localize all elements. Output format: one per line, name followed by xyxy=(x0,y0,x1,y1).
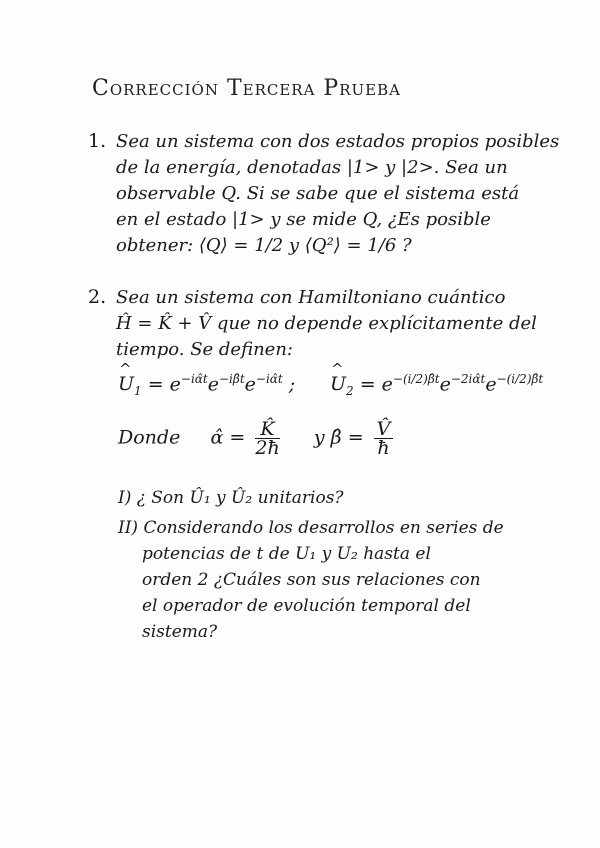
problem-1-number: 1. xyxy=(88,130,107,152)
alpha-fraction xyxy=(255,420,279,457)
problem-2-line: Sea un sistema con Hamiltoniano cuántico xyxy=(116,287,506,308)
u1-definition: ^ $U_1 = e^{-i\alphât}e^{-i\betât}e^{-i\alphât}$ ; xyxy=(118,372,295,398)
u2-definition: ^ $U_2 = e^{-(i/2)\betât}e^{-2i\alphât}e^{-(i/2)\betât}$ xyxy=(330,372,543,398)
u1-exponent-1: −iα̂t xyxy=(180,372,208,386)
problem-1-line: de la energía, denotadas |1> y |2>. Sea un xyxy=(116,157,508,178)
problem-1-line: obtener: ⟨Q⟩ = 1/2 y ⟨Q²⟩ = 1/6 ? xyxy=(116,235,412,256)
donde-definitions: Donde α̂ = $\frac{K̂}{2ħ}$ y β̂ = $\frac{V̂}{ħ}$ xyxy=(118,420,397,457)
problem-2-line: tiempo. Se definen: xyxy=(116,339,293,360)
question-ii-line: orden 2 ¿Cuáles son sus relaciones con xyxy=(142,570,481,590)
u2-exponent-3: −(i/2)β̂t xyxy=(496,372,544,386)
u1-index: 1 xyxy=(134,384,142,399)
problem-2-number: 2. xyxy=(88,286,107,308)
problem-1-line: Sea un sistema con dos estados propios posibles xyxy=(116,131,560,152)
u2-symbol: ^ U xyxy=(330,373,346,395)
u1-exponent-3: −iα̂t xyxy=(255,372,283,386)
beta-denominator: ħ xyxy=(377,437,390,459)
problem-2-line: Ĥ = K̂ + V̂ que no depende explícitamente del xyxy=(116,313,537,334)
u2-exponent-2: −2iα̂t xyxy=(450,372,486,386)
question-i: I) ¿ Son Û₁ y Û₂ unitarios? xyxy=(118,488,344,508)
alpha-numerator: K̂ xyxy=(255,420,279,439)
beta-numerator: V̂ xyxy=(374,420,394,439)
page-title: Corrección Tercera Prueba xyxy=(92,76,401,101)
donde-label: Donde xyxy=(118,426,181,449)
problem-1-line: observable Q. Si se sabe que el sistema está xyxy=(116,183,520,204)
question-ii-line: potencias de t de U₁ y U₂ hasta el xyxy=(142,544,431,564)
u2-index: 2 xyxy=(346,384,354,399)
problem-1-line: en el estado |1> y se mide Q, ¿Es posible xyxy=(116,209,491,230)
question-ii-line: sistema? xyxy=(142,622,218,642)
question-ii-line: el operador de evolución temporal del xyxy=(142,596,471,616)
alpha-denominator: 2ħ xyxy=(255,437,280,459)
question-ii-line: II) Considerando los desarrollos en series de xyxy=(118,518,504,538)
u1-exponent-2: −iβ̂t xyxy=(218,372,245,386)
u2-exponent-1: −(i/2)β̂t xyxy=(392,372,440,386)
u1-symbol: ^ U xyxy=(118,373,134,395)
y-word: y xyxy=(313,426,325,449)
beta-fraction xyxy=(374,420,394,457)
